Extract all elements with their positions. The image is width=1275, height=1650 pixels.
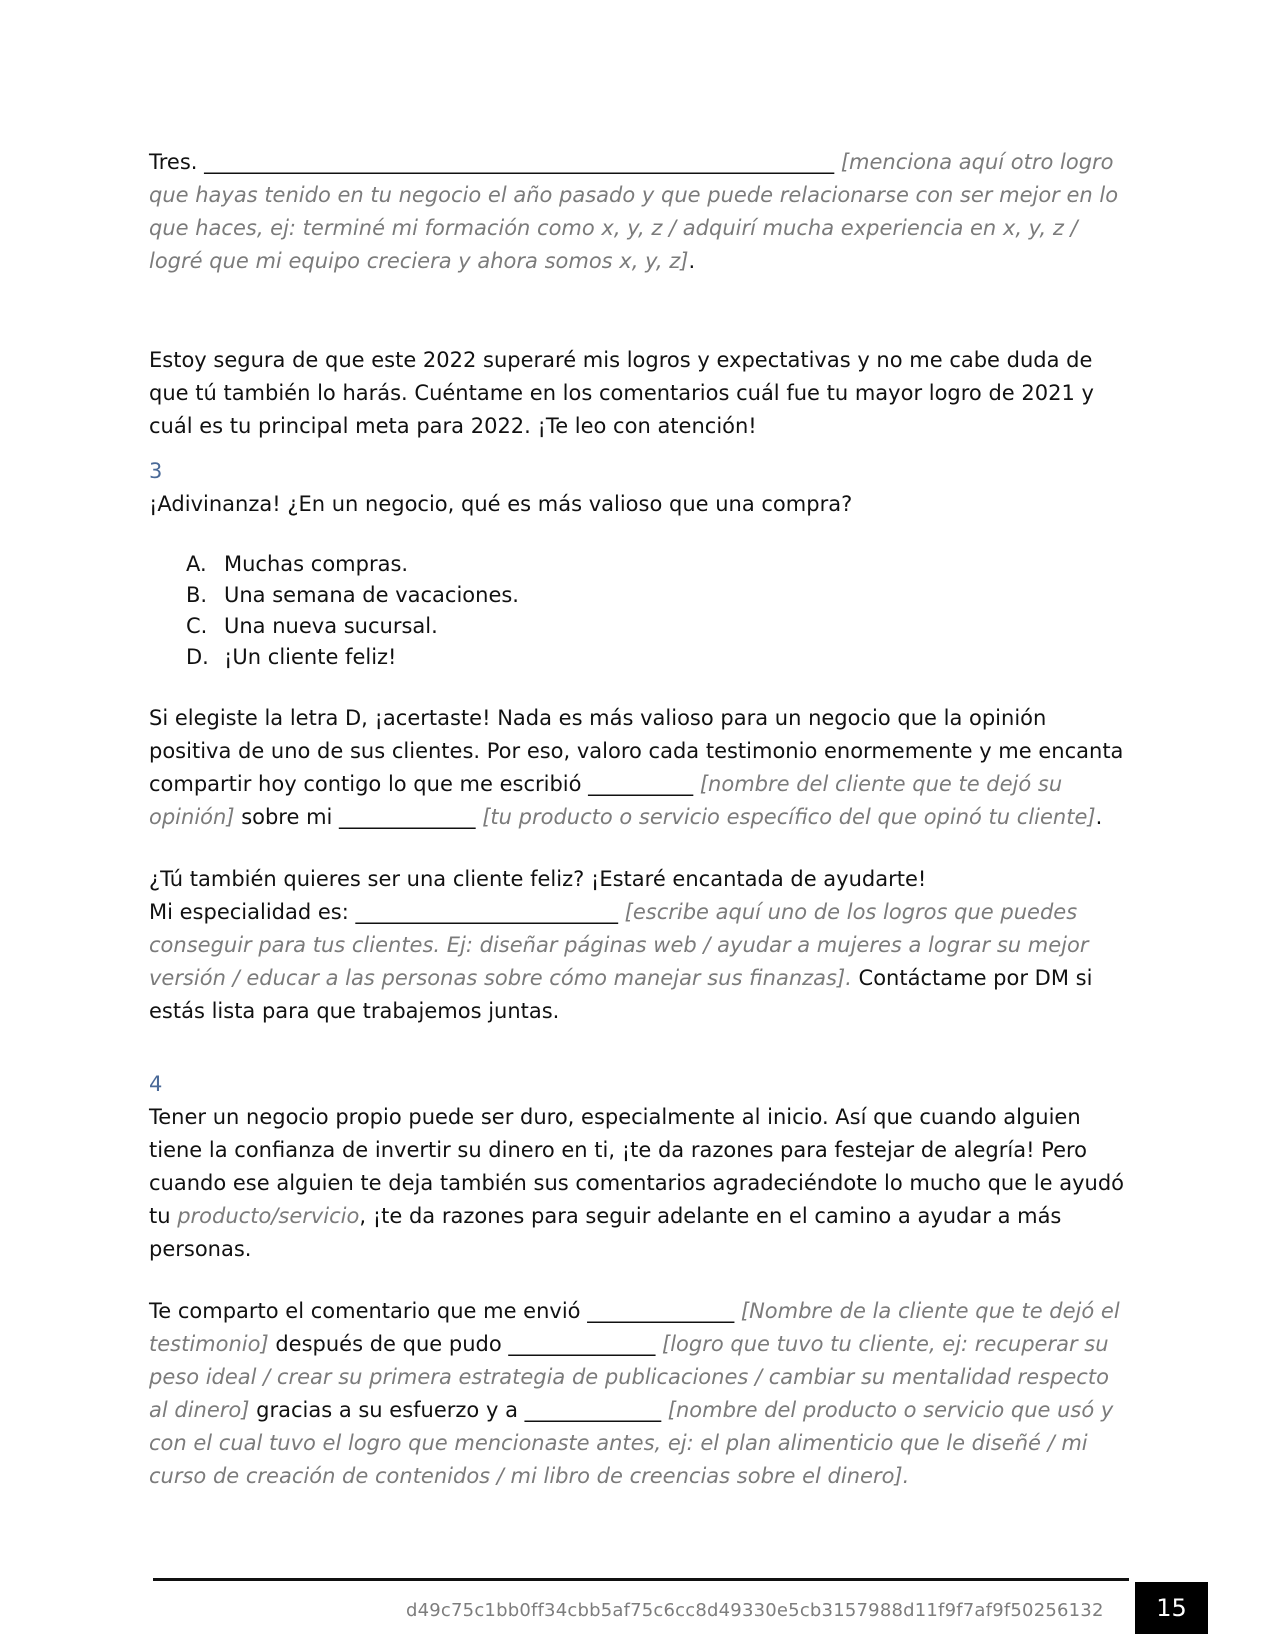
choice-item	[186, 580, 1129, 611]
page-number-badge	[1135, 1582, 1208, 1634]
page-content	[149, 146, 1129, 1493]
placeholder-hint: [tu producto o servicio específico del que opinó tu cliente]	[482, 805, 1096, 829]
paragraph-text: , ¡te da razones para seguir adelante en el camino a ayudar a más personas.	[149, 1204, 1062, 1261]
paragraph-specialty	[149, 896, 1129, 1028]
paragraph-text: después de que pudo ______________	[268, 1332, 663, 1356]
paragraph-text: Contáctame por DM si estás lista para que trabajemos juntas.	[149, 966, 1093, 1023]
choice-letter: C.	[186, 614, 208, 638]
section-number: 3	[149, 459, 163, 483]
placeholder-hint: [Nombre de la cliente que te dejó el testimonio]	[149, 1299, 1120, 1356]
paragraph-testimonial	[149, 1295, 1129, 1493]
choice-item	[186, 549, 1129, 580]
answer-choices	[186, 549, 1129, 673]
placeholder-hint: [nombre del producto o servicio que usó y con el cual tuvo el logro que mencionaste antes, ej: el plan alimenticio que le diseñé / mi curso de creación de contenidos / mi libro de creencias sobre el dinero].	[149, 1398, 1114, 1488]
placeholder-hint: [escribe aquí uno de los logros que puedes conseguir para tus clientes. Ej: diseñar páginas web / ayudar a mujeres a lograr su mejor versión / educar a las personas sobre cómo manejar sus finanzas].	[149, 900, 1089, 990]
choice-item	[186, 642, 1129, 673]
footer-document-code: d49c75c1bb0ff34cbb5af75c6cc8d49330e5cb3157988d11f9f7af9f50256132	[406, 1600, 1104, 1621]
paragraph-text: sobre mi _____________	[234, 805, 483, 829]
choice-item	[186, 611, 1129, 642]
paragraph-text: Tres. ____________________________________________________________	[149, 150, 841, 174]
paragraph-text: Mi especialidad es: _________________________	[149, 900, 625, 924]
choice-letter: B.	[186, 583, 208, 607]
paragraph-text: gracias a su esfuerzo y a _____________	[249, 1398, 668, 1422]
paragraph-expectativas: Estoy segura de que este 2022 superaré mis logros y expectativas y no me cabe duda de que tú también lo harás. Cuéntame en los comentarios cuál fue tu mayor logro de 2021 y cuál es tu principal meta para 2022. ¡Te leo con atención!	[149, 348, 1094, 438]
cta-line: ¿Tú también quieres ser una cliente feliz? ¡Estaré encantada de ayudarte!	[149, 867, 927, 891]
choice-letter: A.	[186, 552, 207, 576]
section-number: 4	[149, 1072, 163, 1096]
placeholder-hint: [nombre del cliente que te dejó su opinión]	[149, 772, 1063, 829]
paragraph-text: .	[688, 249, 696, 273]
footer-divider	[153, 1578, 1129, 1581]
page-number: 15	[1156, 1594, 1187, 1622]
choice-text: Muchas compras.	[224, 552, 409, 576]
placeholder-hint: [menciona aquí otro logro que hayas tenido en tu negocio el año pasado y que puede relacionarse con ser mejor en lo que haces, ej: terminé mi formación como x, y, z / adquirí mucha experiencia en x, y, z / logré que mi equipo creciera y ahora somos x, y, z]	[149, 150, 1119, 273]
paragraph-answer	[149, 702, 1129, 834]
paragraph-text: Te comparto el comentario que me envió ______________	[149, 1299, 741, 1323]
paragraph-business	[149, 1101, 1129, 1266]
placeholder-hint: producto/servicio	[177, 1204, 360, 1228]
riddle-question: ¡Adivinanza! ¿En un negocio, qué es más valioso que una compra?	[149, 492, 853, 516]
paragraph-text: Si elegiste la letra D, ¡acertaste! Nada es más valioso para un negocio que la opinión positiva de uno de sus clientes. Por eso, valoro cada testimonio enormemente y me encanta compartir hoy contigo lo que me escribió __________	[149, 706, 1124, 796]
choice-text: Una semana de vacaciones.	[224, 583, 519, 607]
choice-text: Una nueva sucursal.	[224, 614, 438, 638]
placeholder-hint: [logro que tuvo tu cliente, ej: recuperar su peso ideal / crear su primera estrategia de publicaciones / cambiar su mentalidad respecto al dinero]	[149, 1332, 1109, 1422]
paragraph-text: .	[1095, 805, 1103, 829]
paragraph-text: Tener un negocio propio puede ser duro, especialmente al inicio. Así que cuando alguien tiene la confianza de invertir su dinero en ti, ¡te da razones para festejar de alegría! Pero cuando ese alguien te deja también sus comentarios agradeciéndote lo mucho que le ayudó tu	[149, 1105, 1125, 1228]
choice-text: ¡Un cliente feliz!	[224, 645, 397, 669]
paragraph-tres	[149, 146, 1129, 278]
choice-letter: D.	[186, 645, 209, 669]
